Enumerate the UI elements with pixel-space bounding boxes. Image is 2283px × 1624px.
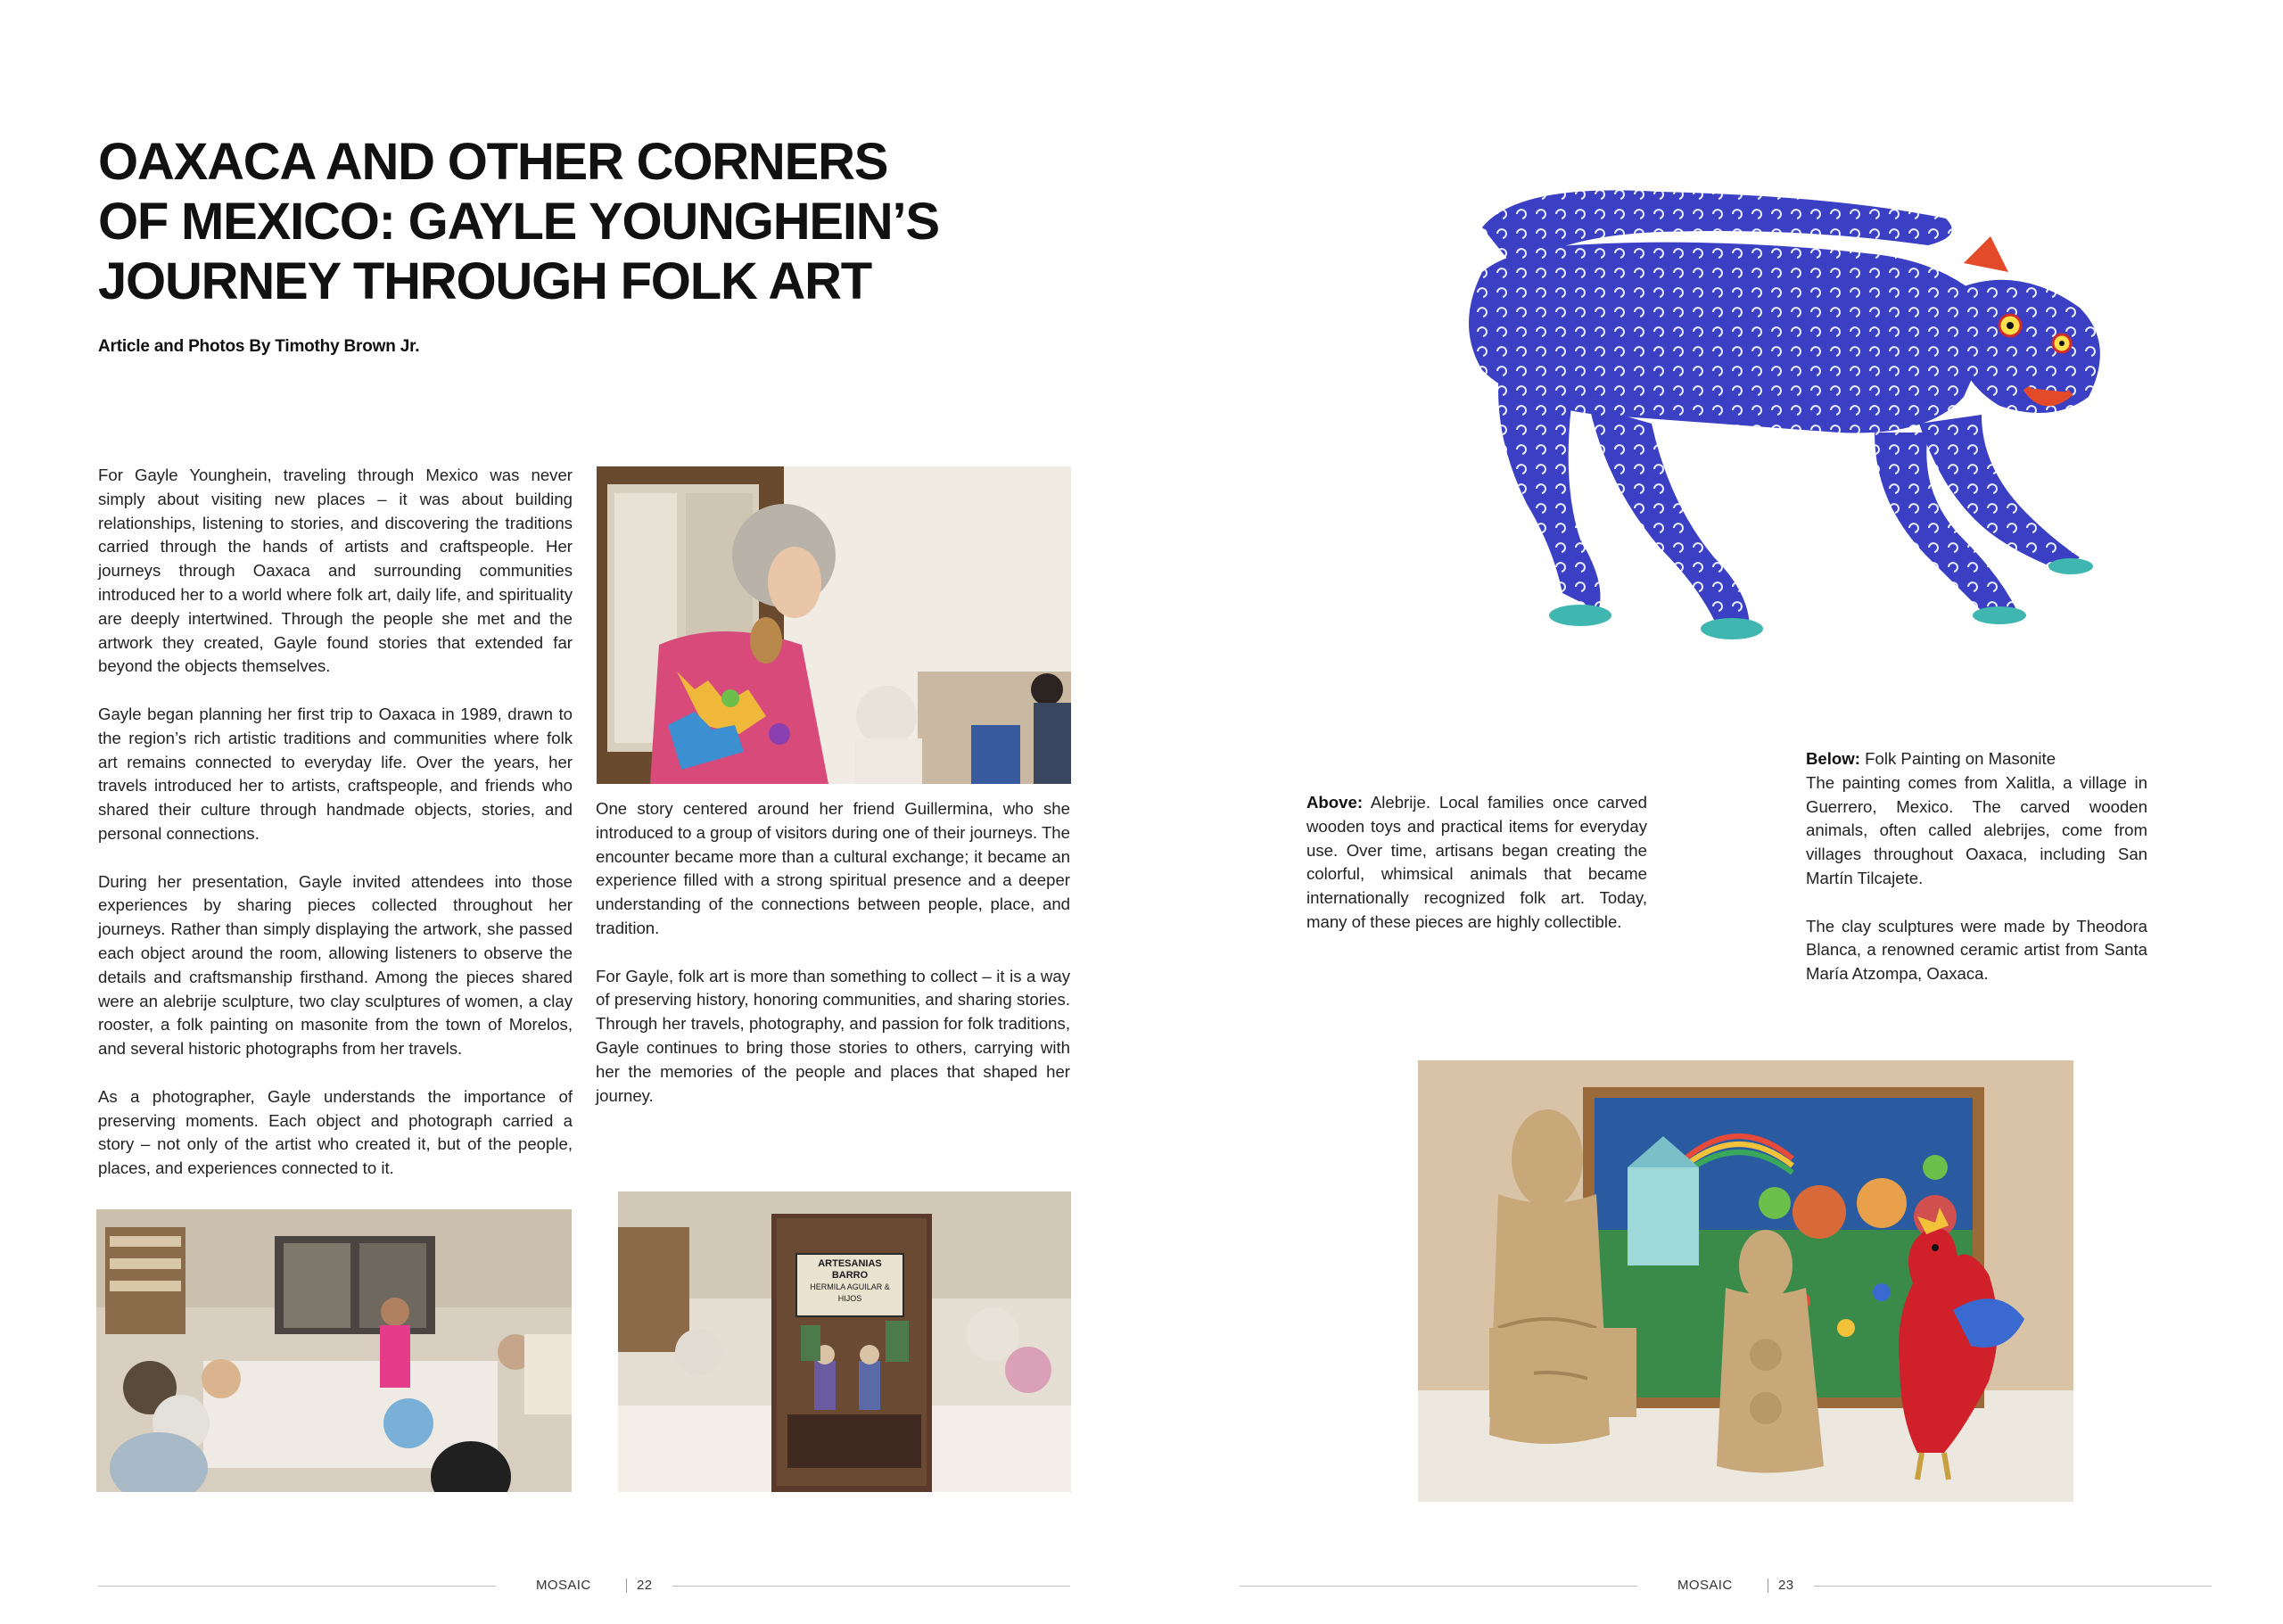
photo-historic-photograph [618, 1191, 1071, 1492]
caption-below-text: The clay sculptures were made by Theodora Blanca, a renowned ceramic artist from Santa María Atzompa, Oaxaca. [1806, 916, 2147, 984]
photo-folk-painting-sculptures [1418, 1060, 2073, 1502]
paragraph: Gayle began planning her first trip to Oaxaca in 1989, drawn to the region’s rich artistic traditions and communities where folk art remains connected to everyday life. Over the years, her travels introduced her to artists, craftspeople, and friends who shared their culture through handmade objects, stories, and personal connections. [98, 704, 573, 843]
sign-line: HERMILA AGUILAR & [810, 1282, 890, 1291]
footer-magazine-name: MOSAIC [536, 1578, 591, 1593]
photo-presentation-room [96, 1209, 572, 1492]
sign-line: HIJOS [837, 1294, 862, 1303]
paragraph: For Gayle, folk art is more than something to collect – it is a way of preserving history, honoring communities, and sharing stories. Through her travels, photography, and passion for folk traditions, Gayle continues to bring those stories to others, carrying with her the memories of the people and places that shaped her journey. [596, 966, 1070, 1105]
right-page [1142, 0, 2283, 1624]
photo-gayle-presenting [597, 466, 1071, 784]
caption-below-label: Below: [1806, 749, 1860, 768]
paragraph: As a photographer, Gayle understands the importance of preserving moments. Each object and photograph carried a story – not only of the artist who created it, but of the people, places, and experiences connected to it. [98, 1086, 573, 1178]
footer-rule-left [1240, 1586, 1637, 1587]
sign-line: BARRO [831, 1270, 869, 1281]
photo-alebrije [1375, 165, 2124, 700]
caption-above-label: Above: [1306, 793, 1364, 812]
title-line-1: OAXACA AND OTHER CORNERS [98, 133, 888, 191]
article-title [98, 132, 1043, 311]
footer-rule-right [1814, 1586, 2212, 1587]
caption-above-text: Alebrije. Local families once carved wooden toys and practical items for everyday use. Over time, artisans began creating the colorful, whimsical animals that became internationally recognized folk art. Today, many of these pieces are highly collectible. [1306, 793, 1647, 931]
caption-below-heading: Folk Painting on Masonite [1859, 749, 2056, 768]
caption-above [1306, 791, 1647, 935]
footer-rule-left [98, 1586, 496, 1587]
paragraph: During her presentation, Gayle invited attendees into those experiences by sharing pieces collected throughout her journeys. Rather than simply displaying the artwork, she passed each object around the room, allowing listeners to observe the details and craftsmanship firsthand. Among the pieces shared were an alebrije sculpture, two clay sculptures of women, a clay rooster, a folk painting on masonite from the town of Morelos, and several historic photographs from her travels. [98, 871, 573, 1059]
body-column-1 [98, 464, 573, 1205]
caption-below [1806, 747, 2147, 1010]
footer-rule-right [672, 1586, 1070, 1587]
footer-magazine-name: MOSAIC [1677, 1578, 1733, 1593]
body-column-2 [596, 797, 1070, 1132]
paragraph: One story centered around her friend Guillermina, who she introduced to a group of visitors during one of their journeys. The encounter became more than a cultural exchange; it became an experience filled with a strong spiritual presence and a deeper understanding of the connections between people, place, and tradition. [596, 799, 1070, 937]
byline: Article and Photos By Timothy Brown Jr. [98, 337, 420, 356]
footer-separator [626, 1579, 627, 1593]
footer-page-number: 22 [637, 1578, 653, 1593]
sign-line: ARTESANIAS [818, 1258, 882, 1269]
paragraph: For Gayle Younghein, traveling through Mexico was never simply about visiting new places – it was about building relationships, listening to stories, and discovering the traditions carried through the hands of artists and craftspeople. Her journeys through Oaxaca and surrounding communities introduced her to a world where folk art, daily life, and spirituality are deeply intertwined. Through the people she met and the artwork they created, Gayle found stories that extended far beyond the objects themselves. [98, 466, 573, 676]
caption-below-text: The painting comes from Xalitla, a village in Guerrero, Mexico. The carved wooden animals, often called alebrijes, come from villages throughout Oaxaca, including San Martín Tilcajete. [1806, 772, 2147, 887]
title-line-3: JOURNEY THROUGH FOLK ART [98, 252, 871, 310]
sign-text [798, 1258, 902, 1305]
footer-page-number: 23 [1778, 1578, 1794, 1593]
title-line-2: OF MEXICO: GAYLE YOUNGHEIN’S [98, 193, 939, 251]
